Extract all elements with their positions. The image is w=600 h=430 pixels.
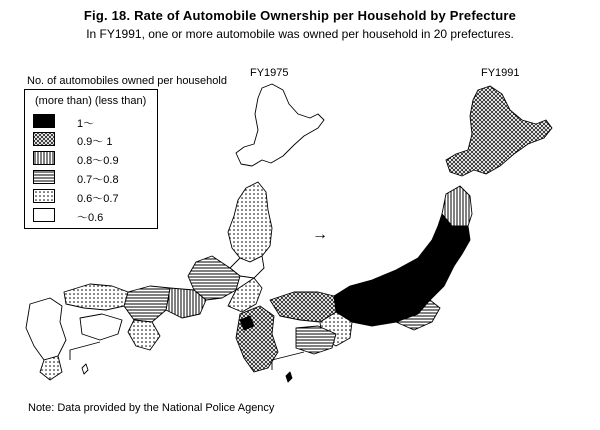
region-kyushu-1975 [26, 298, 66, 360]
region-shikoku-1975 [80, 314, 122, 340]
region-chugoku-1991 [270, 292, 336, 322]
source-note: Note: Data provided by the National Police Agency [28, 402, 275, 414]
region-tohoku-1975 [228, 182, 272, 262]
figure-title: Fig. 18. Rate of Automobile Ownership per Household by Prefecture [83, 8, 517, 23]
okinawa-islands-1975 [82, 364, 88, 374]
region-hokkaido-1991 [446, 86, 552, 176]
legend-label: 0.9～ 1 [77, 136, 113, 148]
region-kinki-1975 [124, 286, 170, 322]
legend-label: ～0.6 [77, 212, 104, 224]
legend-heading: No. of automobiles owned per household [27, 75, 227, 87]
region-hokkaido-1975 [236, 84, 324, 166]
legend-label: 0.7～0.8 [77, 174, 119, 186]
figure-subtitle: In FY1991, one or more automobile was owned per household in 20 prefectures. [86, 27, 514, 41]
okinawa-islands-1991 [286, 372, 292, 382]
arrow-icon: → [312, 226, 328, 243]
legend-label: 0.8～0.9 [77, 155, 119, 167]
region-central-1991 [334, 214, 470, 326]
region-kii-1975 [128, 320, 160, 350]
okinawa-frame-1975 [70, 342, 100, 360]
legend-label: 0.6～0.7 [77, 193, 119, 205]
region-chugoku-1975 [64, 284, 128, 310]
map-label-fy1991: FY1991 [481, 67, 520, 79]
map-label-fy1975: FY1975 [250, 67, 289, 79]
legend-subhead: (more than) (less than) [35, 95, 147, 107]
legend-label: 1～ [77, 118, 95, 130]
map-fy1975 [26, 84, 324, 380]
